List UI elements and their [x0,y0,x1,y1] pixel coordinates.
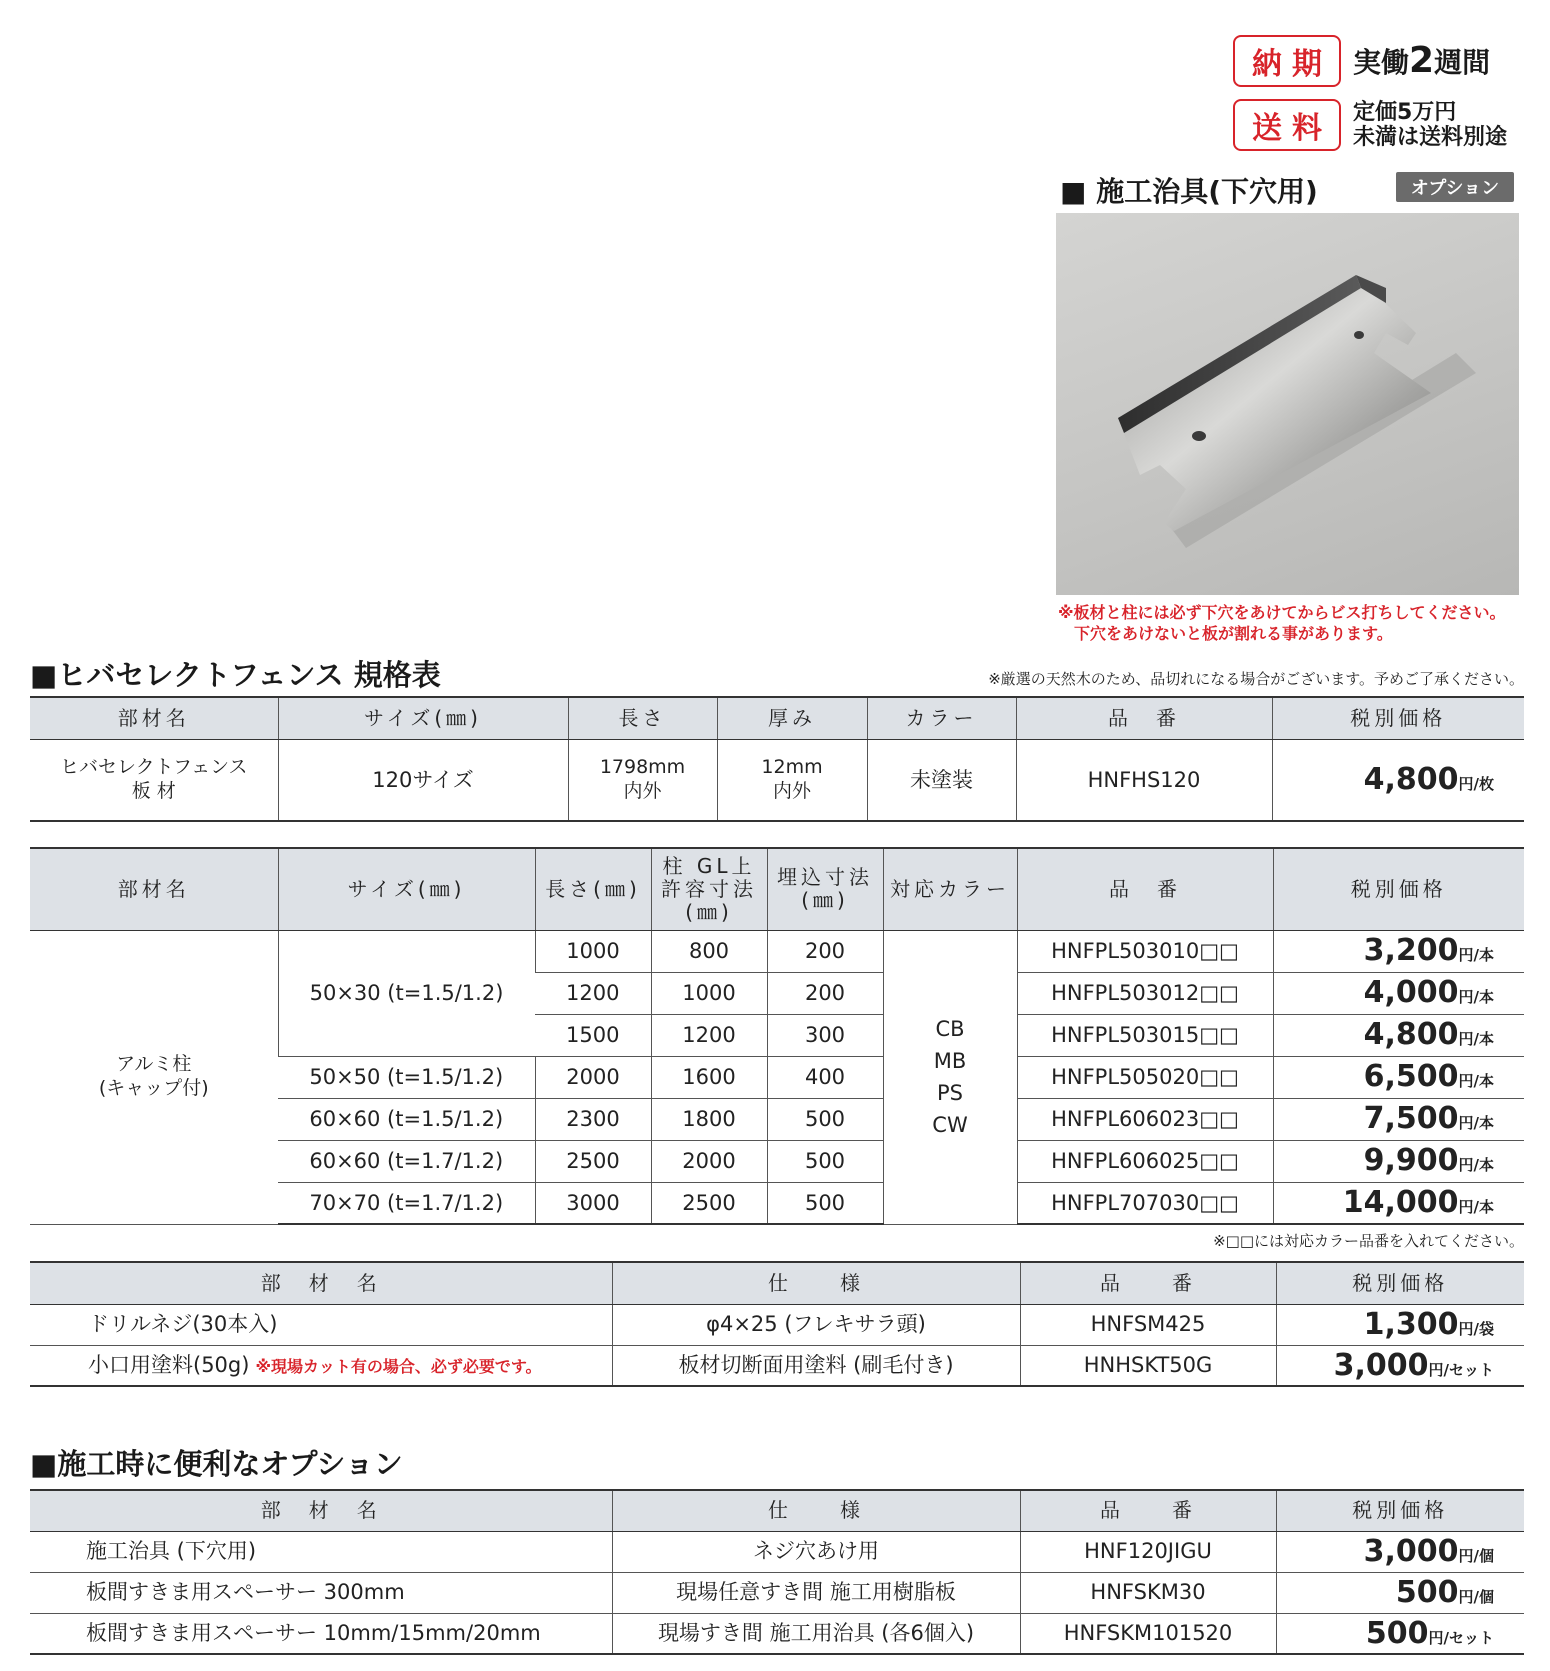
post-price [1273,1014,1524,1056]
th-embed-line2: (㎜) [801,888,849,913]
jig-photo [1056,213,1519,595]
post-length: 2300 [535,1098,651,1140]
option-name: 板間すきま用スペーサー 10mm/15mm/20mm [30,1613,612,1654]
accessory-spec: 板材切断面用塗料 (刷毛付き) [612,1345,1020,1386]
post-name-line1: アルミ柱 [116,1053,192,1076]
post-price [1273,1182,1524,1224]
post-price [1273,1098,1524,1140]
th-size: サイズ(㎜) [278,697,568,739]
post-code: HNFPL707030□□ [1017,1182,1273,1224]
price-value: 1,300 [1363,1306,1459,1342]
price-unit: 円/本 [1458,1156,1494,1175]
option-name: 板間すきま用スペーサー 300mm [30,1572,612,1613]
post-size: 70×70 (t=1.7/1.2) [278,1182,535,1224]
accessory-spec: φ4×25 (フレキサラ頭) [612,1304,1020,1345]
board-table [30,696,1524,822]
board-code: HNFHS120 [1016,739,1272,821]
option-code: HNFSKM30 [1020,1572,1276,1613]
post-color-cw: CW [932,1113,968,1137]
post-embed: 500 [767,1098,883,1140]
price-unit: 円/枚 [1458,775,1494,793]
th-gl [651,848,767,930]
accessory-price [1276,1345,1524,1386]
post-length: 1200 [535,972,651,1014]
price-value: 4,800 [1363,762,1459,797]
table-row [30,1304,1524,1345]
option-price [1276,1531,1524,1572]
option-spec: 現場任意すき間 施工用樹脂板 [612,1572,1020,1613]
th-name: 部 材 名 [30,1490,612,1531]
post-gl: 800 [651,930,767,972]
post-price [1273,1056,1524,1098]
jig-title: ■ 施工治具(下穴用) [1060,175,1318,208]
board-color: 未塗装 [867,739,1016,821]
post-gl: 1200 [651,1014,767,1056]
post-embed: 500 [767,1140,883,1182]
board-thickness [717,739,867,821]
jig-note [1058,603,1506,645]
post-code: HNFPL505020□□ [1017,1056,1273,1098]
post-color-mb: MB [933,1049,967,1073]
post-gl: 2500 [651,1182,767,1224]
delivery-post: 週間 [1434,46,1491,80]
th-gl-line3: (㎜) [685,899,733,924]
delivery-badge-row [1233,35,1490,87]
option-price [1276,1572,1524,1613]
table-row [30,1345,1524,1386]
shipping-label: 送料 [1233,99,1341,151]
post-gl: 1000 [651,972,767,1014]
jig-hole [1192,431,1206,441]
th-spec: 仕 様 [612,1490,1020,1531]
price-value: 9,900 [1363,1143,1459,1179]
post-color-ps: PS [937,1081,963,1105]
shipping-line1: 定価5万円 [1353,99,1457,125]
table-row [30,1531,1524,1572]
th-size: サイズ(㎜) [278,848,535,930]
price-value: 4,800 [1363,1017,1459,1053]
delivery-text [1353,40,1490,81]
price-unit: 円/個 [1458,1546,1494,1565]
th-code: 品 番 [1020,1490,1276,1531]
table-row [30,739,1524,821]
price-value: 6,500 [1363,1059,1459,1095]
option-code: HNFSKM101520 [1020,1613,1276,1654]
price-unit: 円/本 [1458,988,1494,1007]
option-tag: オプション [1396,172,1514,202]
price-unit: 円/セット [1428,1628,1494,1647]
board-thick-line1: 12mm [761,756,823,778]
price-value: 4,000 [1363,975,1459,1011]
accessory-name-text: ドリルネジ(30本入) [88,1312,278,1337]
delivery-num: 2 [1409,40,1435,82]
th-color: カラー [867,697,1016,739]
th-gl-line1: 柱 GL上 [662,853,756,878]
th-thickness: 厚み [717,697,867,739]
th-code: 品 番 [1020,1262,1276,1304]
post-table-header [30,848,1524,930]
th-length: 長さ(㎜) [535,848,651,930]
post-embed: 500 [767,1182,883,1224]
price-value: 500 [1365,1615,1429,1651]
price-value: 14,000 [1342,1185,1459,1220]
post-table [30,847,1524,1225]
post-length: 3000 [535,1182,651,1224]
option-price [1276,1613,1524,1654]
post-length: 1000 [535,930,651,972]
shipping-line2: 未満は送料別途 [1353,125,1508,150]
board-name [30,739,278,821]
th-price: 税別価格 [1272,697,1524,739]
post-code: HNFPL606023□□ [1017,1098,1273,1140]
post-embed: 300 [767,1014,883,1056]
board-name-line1: ヒバセレクトフェンス [59,756,248,778]
th-spec: 仕 様 [612,1262,1020,1304]
post-colors [883,930,1017,1224]
th-code: 品 番 [1016,697,1272,739]
post-gl: 1600 [651,1056,767,1098]
jig-note-line2: 下穴をあけないと板が割れる事があります。 [1074,623,1393,643]
post-code: HNFPL503010□□ [1017,930,1273,972]
accessory-code: HNHSKT50G [1020,1345,1276,1386]
th-name: 部材名 [30,848,278,930]
post-name [30,930,278,1224]
th-price: 税別価格 [1276,1262,1524,1304]
post-price [1273,930,1524,972]
post-length: 2000 [535,1056,651,1098]
shipping-text [1353,100,1507,151]
jig-note-line1: ※板材と柱には必ず下穴をあけてからビス打ちしてください。 [1058,603,1506,622]
delivery-pre: 実働 [1353,46,1410,80]
post-length: 2500 [535,1140,651,1182]
post-embed: 200 [767,930,883,972]
th-name: 部材名 [30,697,278,739]
price-unit: 円/本 [1458,946,1494,965]
shipping-badge-row [1233,99,1507,151]
accessory-name [30,1345,612,1386]
price-unit: 円/袋 [1458,1319,1494,1338]
price-unit: 円/本 [1458,1030,1494,1049]
board-thick-line2: 内外 [772,779,811,802]
option-spec: 現場すき間 施工用治具 (各6個入) [612,1613,1020,1654]
post-code: HNFPL606025□□ [1017,1140,1273,1182]
price-value: 7,500 [1363,1101,1459,1137]
accessory-name [30,1304,612,1345]
price-unit: 円/本 [1458,1072,1494,1091]
table-row [30,1572,1524,1613]
delivery-label: 納期 [1233,35,1341,87]
th-embed [767,848,883,930]
price-value: 3,000 [1333,1347,1429,1383]
post-gl: 1800 [651,1098,767,1140]
price-value: 500 [1395,1574,1459,1610]
post-color-cb: CB [935,1017,965,1041]
post-gl: 2000 [651,1140,767,1182]
th-length: 長さ [568,697,717,739]
option-code: HNF120JIGU [1020,1531,1276,1572]
post-length: 1500 [535,1014,651,1056]
post-embed: 200 [767,972,883,1014]
accessory-code: HNFSM425 [1020,1304,1276,1345]
post-code: HNFPL503012□□ [1017,972,1273,1014]
accessory-table-header [30,1262,1524,1304]
board-table-header [30,697,1524,739]
th-color: 対応カラー [883,848,1017,930]
post-size: 50×50 (t=1.5/1.2) [278,1056,535,1098]
price-unit: 円/本 [1458,1114,1494,1133]
color-code-note: ※□□には対応カラー品番を入れてください。 [1213,1232,1524,1250]
options-table-header [30,1490,1524,1531]
post-embed: 400 [767,1056,883,1098]
price-value: 3,200 [1363,933,1459,969]
post-size: 50×30 (t=1.5/1.2) [278,930,535,1056]
options-table [30,1489,1524,1655]
price-unit: 円/個 [1458,1587,1494,1606]
post-price [1273,972,1524,1014]
th-name: 部 材 名 [30,1262,612,1304]
board-length [568,739,717,821]
price-value: 3,000 [1363,1533,1459,1569]
option-spec: ネジ穴あけ用 [612,1531,1020,1572]
board-size: 120サイズ [278,739,568,821]
jig-hole [1354,331,1364,339]
board-price [1272,739,1524,821]
accessory-name-note: ※現場カット有の場合、必ず必要です。 [255,1357,542,1377]
post-code: HNFPL503015□□ [1017,1014,1273,1056]
th-embed-line1: 埋込寸法 [777,865,873,890]
spec-note: ※厳選の天然木のため、品切れになる場合がございます。予めご了承ください。 [988,670,1524,688]
th-price: 税別価格 [1276,1490,1524,1531]
post-price [1273,1140,1524,1182]
board-name-line2: 板 材 [131,779,176,802]
th-price: 税別価格 [1273,848,1524,930]
post-name-line2: (キャップ付) [98,1077,209,1099]
price-unit: 円/本 [1458,1198,1494,1216]
table-row [30,930,1524,972]
th-code: 品 番 [1017,848,1273,930]
th-gl-line2: 許容寸法 [661,876,757,901]
post-size: 60×60 (t=1.5/1.2) [278,1098,535,1140]
board-length-line1: 1798mm [599,756,686,778]
option-name: 施工治具 (下穴用) [30,1531,612,1572]
accessory-name-text: 小口用塗料(50g) [88,1353,250,1378]
table-row [30,1613,1524,1654]
options-title: ■施工時に便利なオプション [30,1447,403,1481]
accessory-price [1276,1304,1524,1345]
accessory-table [30,1261,1524,1387]
price-unit: 円/セット [1428,1360,1494,1379]
spec-title: ■ヒバセレクトフェンス 規格表 [30,658,441,692]
board-length-line2: 内外 [623,779,662,802]
post-size: 60×60 (t=1.7/1.2) [278,1140,535,1182]
